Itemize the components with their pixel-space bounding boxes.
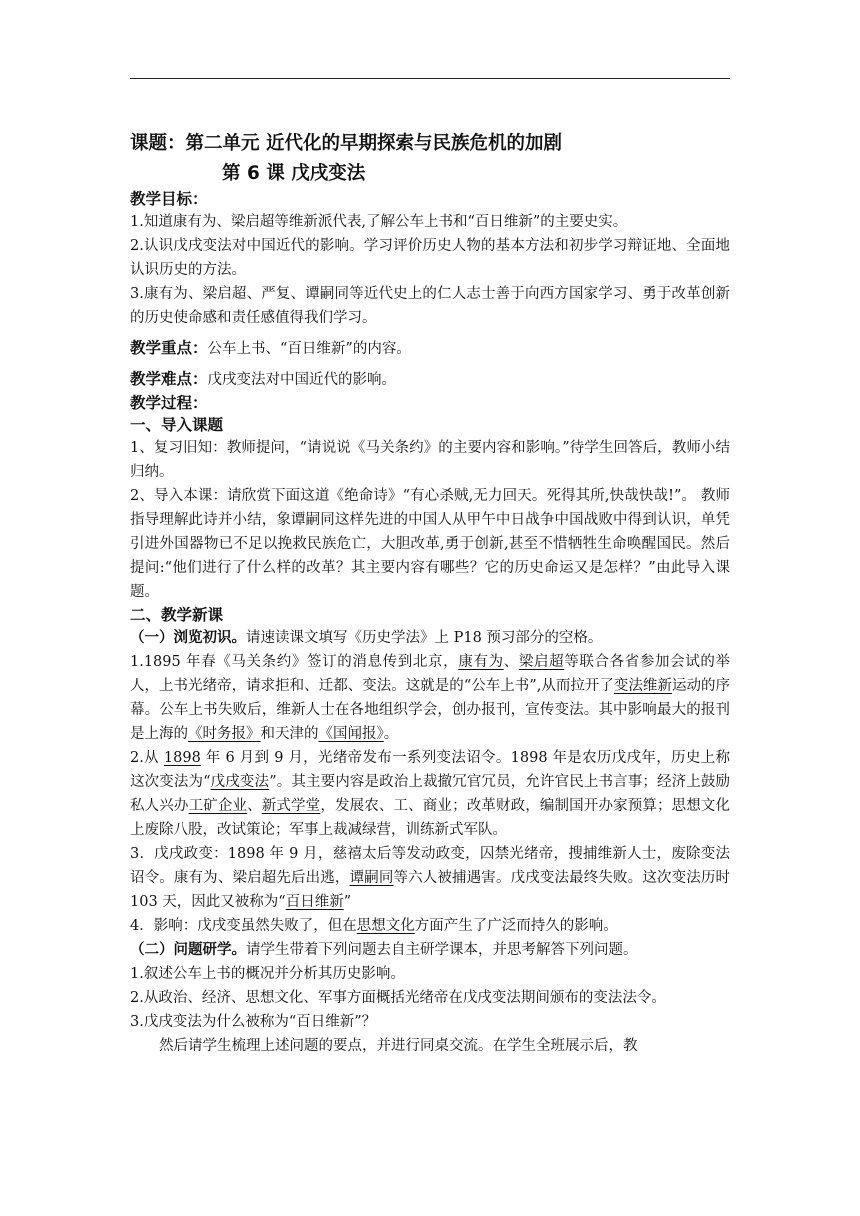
key-point: [130, 336, 730, 361]
item2-text: 年 6 月到 9 月，光绪帝发布一系列变法诏令。1898 年是农历戊戌年，历史上称这次变法为“: [130, 750, 730, 790]
item1-text: 和天津的: [260, 726, 319, 742]
item3-text: 等六人被捕遇害。戊戌变法最终失败。这次变法历时 103 天，因此又被称为“: [130, 870, 731, 910]
blank-answer: 谭嗣同: [349, 870, 394, 886]
item3-text: ”: [343, 894, 352, 910]
lesson-subtitle: 第 6 课 戊戌变法: [222, 163, 366, 184]
part1-label: （一）浏览初识。: [130, 630, 246, 646]
item2-text: 2.从: [130, 750, 164, 766]
question-item: 2.从政治、经济、思想文化、军事方面概括光绪帝在戊戌变法期间颁布的变法法令。: [130, 990, 666, 1006]
header-rule: [130, 78, 730, 79]
item1-text: 等联合各省参加会试的举人，上书光绪帝，请求拒和、迁都、变法。这就是的“公车上书”,从而拉开了: [130, 654, 731, 694]
item2-text: ，发展农、工、商业；改革财政，编制国开办家预算；思想文化上废除八股，改试策论；军事上裁减绿营，训练新式军队。: [130, 798, 731, 838]
item1-text: 1.1895 年春《马关条约》签订的消息传到北京，: [130, 654, 459, 670]
objective-item: 3.康有为、梁启超、严复、谭嗣同等近代史上的仁人志士善于向西方国家学习、勇于改革创新的历史使命感和责任感值得我们学习。: [130, 286, 730, 326]
blank-answer: 思想文化: [356, 918, 415, 934]
item3-paragraph: [130, 842, 730, 914]
blank-answer: 《国闻报》: [318, 726, 384, 742]
lesson-plan-content: [130, 130, 730, 1058]
item2-text: 、: [247, 798, 262, 814]
item2-paragraph: [130, 746, 730, 842]
part1-paragraph: [130, 626, 730, 650]
question-item: 3.戊戌变法为什么被称为“百日维新”？: [130, 1014, 377, 1030]
item1-text: 。: [383, 726, 399, 742]
difficult-point-label: 教学难点：: [130, 370, 208, 388]
item1-paragraph: [130, 650, 730, 746]
difficult-point: [130, 367, 730, 392]
section1-paragraph: 2、导入本课：请欣赏下面这道《绝命诗》“有心杀贼,无力回天。死得其所,快哉快哉!”。 教师指导理解此诗并小结，象谭嗣同这样先进的中国人从甲午中日战争中国战败中得到认识，单凭引进外国器物已不足以挽救民族危亡，大胆改革,勇于创新,甚至不惜牺牲生命唤醒国民。然后提问:“他们进行了什么样的改革？其主要内容有哪些？它的历史命运又是怎样？”由此导入课题。: [130, 488, 730, 600]
section1-heading: 一、导入课题: [130, 416, 224, 434]
blank-answer: 百日维新: [285, 894, 344, 910]
section2-heading: 二、教学新课: [130, 606, 224, 624]
item4-text: 方面产生了广泛而持久的影响。: [414, 918, 618, 934]
process-heading: 教学过程：: [130, 394, 208, 412]
objective-item: 1.知道康有为、梁启超等维新派代表,了解公车上书和“百日维新”的主要史实。: [130, 214, 628, 230]
blank-answer: 《时务报》: [188, 726, 261, 742]
part1-text: 请速读课文填写《历史学法》上 P18 预习部分的空格。: [246, 630, 603, 646]
blank-answer: 戊戌变法: [210, 774, 270, 790]
blank-answer: 1898: [163, 750, 201, 766]
lesson-title: 课题：第二单元 近代化的早期探索与民族危机的加剧: [130, 133, 562, 154]
key-point-label: 教学重点：: [130, 339, 208, 357]
part2-paragraph: [130, 938, 730, 962]
objectives-heading: 教学目标：: [130, 190, 208, 208]
question-item: 1.叙述公车上书的概况并分析其历史影响。: [130, 966, 405, 982]
item1-text: 运动的序幕。公车上书失败后，维新人士在各地组织学会，创办报刊，宣传变法。其中影响最大的报刊是上海的: [130, 678, 731, 742]
blank-answer: 工矿企业: [188, 798, 248, 814]
section1-paragraph: 1、复习旧知：教师提问，“请说说《马关条约》的主要内容和影响。”待学生回答后，教师小结归纳。: [130, 440, 730, 480]
item4-text: 4．影响：戊戌变虽然失败了，但在: [130, 918, 357, 934]
blank-answer: 康有为: [458, 654, 504, 670]
part2-label: （二）问题研学。: [130, 942, 246, 958]
closing-paragraph: 然后请学生梳理上述问题的要点，并进行同桌交流。在学生全班展示后，教: [159, 1038, 638, 1054]
item2-text: ”。其主要内容是政治上裁撤冗官冗员，允许官民上书言事；经济上鼓励私人兴办: [130, 774, 730, 814]
objective-item: 2.认识戊戌变法对中国近代的影响。学习评价历史人物的基本方法和初步学习辩证地、全面地认识历史的方法。: [130, 238, 730, 278]
blank-answer: 梁启超: [518, 654, 565, 670]
difficult-point-text: 戊戌变法对中国近代的影响。: [207, 372, 397, 388]
item3-text: 3．戊戌政变：1898 年 9 月，慈禧太后等发动政变，囚禁光绪帝，搜捕维新人士，废除变法诏令。康有为、梁启超先后出逃，: [130, 846, 730, 886]
part2-text: 请学生带着下列问题去自主研学课本，并思考解答下列问题。: [246, 942, 638, 958]
blank-answer: 新式学堂: [261, 798, 321, 814]
blank-answer: 变法维新: [613, 678, 672, 694]
item4-paragraph: [130, 914, 730, 938]
item1-text: 、: [503, 654, 519, 670]
key-point-text: 公车上书、“百日维新”的内容。: [207, 341, 411, 357]
